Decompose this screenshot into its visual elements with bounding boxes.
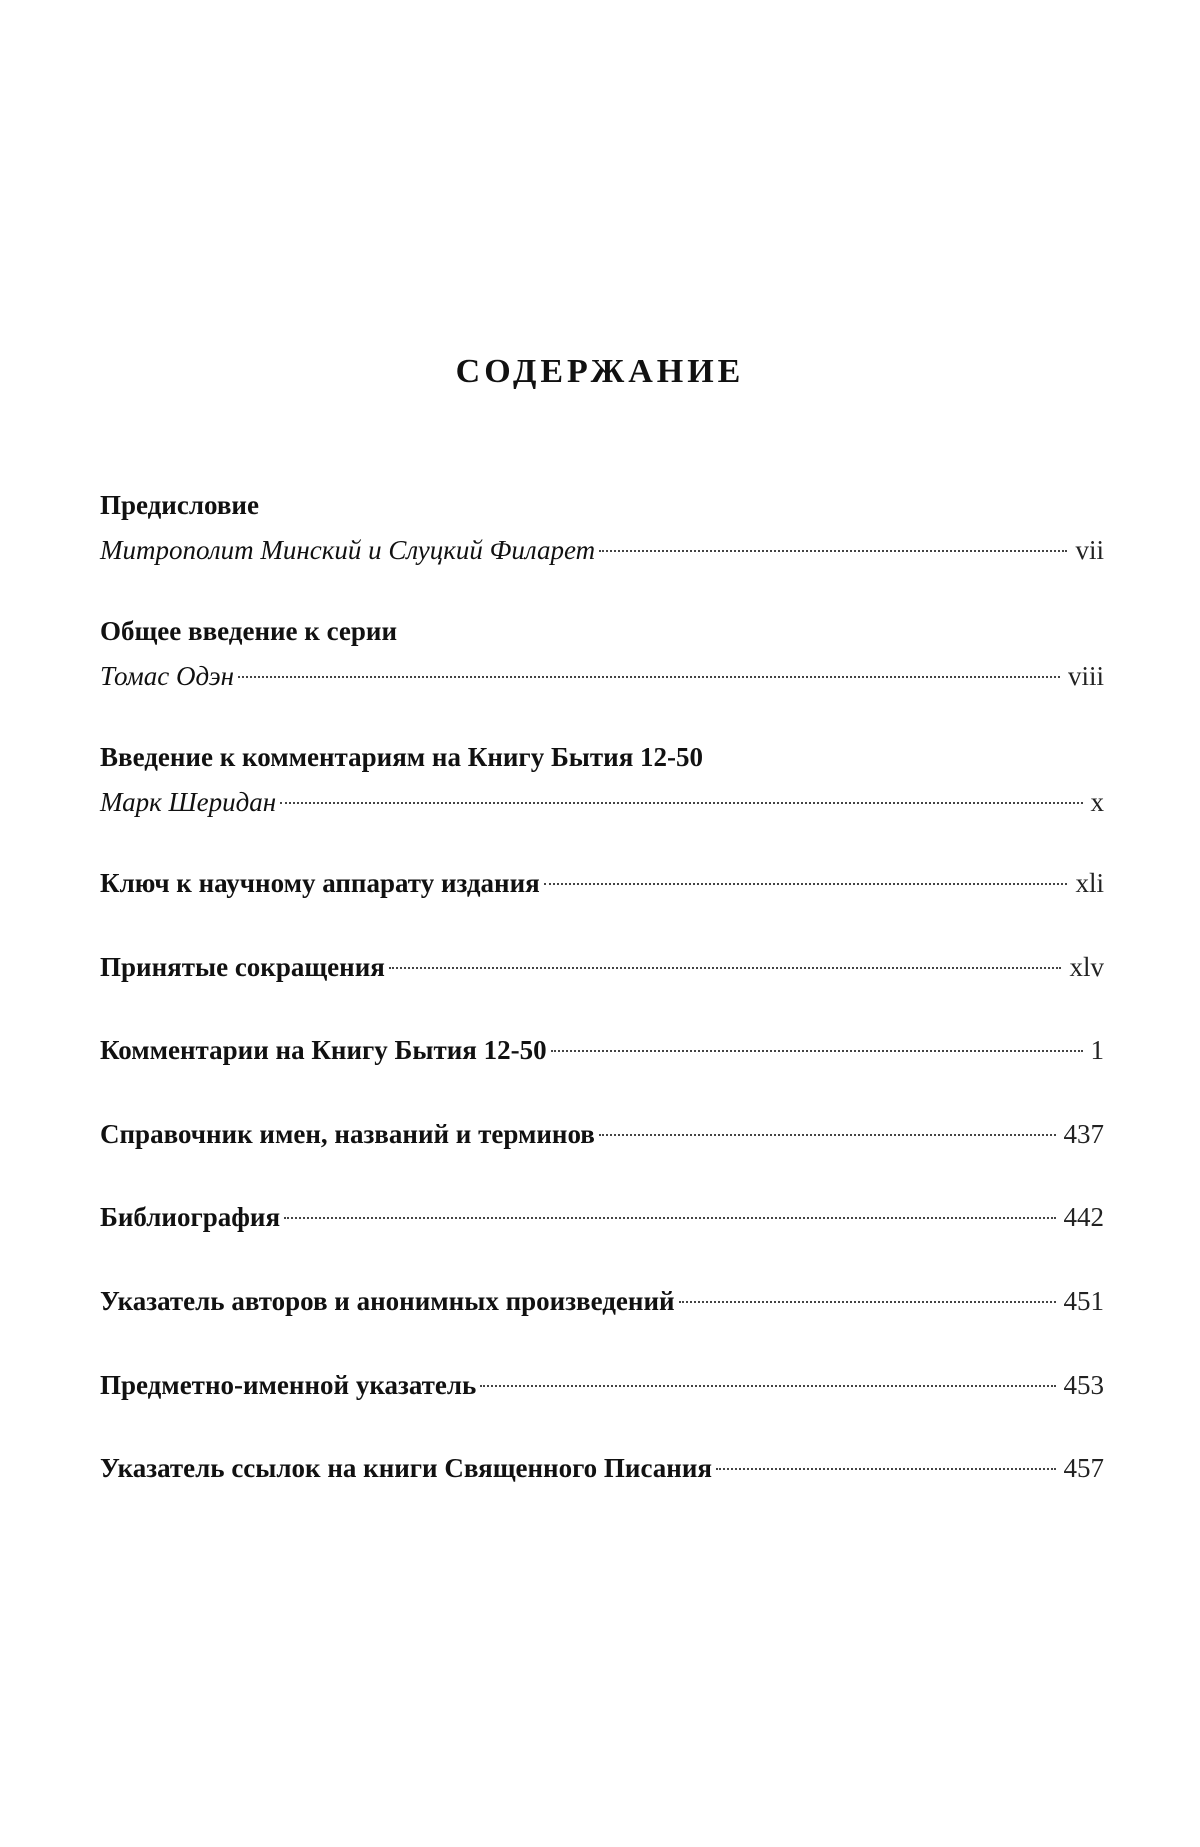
toc-entry-subject-index[interactable] bbox=[100, 1368, 1104, 1402]
toc-page-number: 437 bbox=[1063, 1119, 1104, 1149]
toc-entry-authors-index[interactable] bbox=[100, 1284, 1104, 1318]
toc-entry-apparatus-key[interactable] bbox=[100, 866, 1104, 900]
toc-entry-title: Ключ к научному аппарату издания bbox=[100, 868, 540, 898]
toc-page-number: xli bbox=[1075, 868, 1104, 898]
toc-entry-title: Принятые сокращения bbox=[100, 952, 385, 982]
toc-entry-title: Библиография bbox=[100, 1202, 281, 1232]
toc-entry-heading: Введение к комментариям на Книгу Бытия 12-50 bbox=[100, 742, 704, 772]
toc-page-number: 1 bbox=[1090, 1035, 1104, 1065]
toc-page-number: xlv bbox=[1069, 952, 1104, 982]
toc-entry-commentary[interactable] bbox=[100, 1033, 1104, 1067]
toc-entry-bibliography[interactable] bbox=[100, 1200, 1104, 1234]
dot-leader bbox=[716, 1468, 1055, 1470]
toc-entry-scripture-index[interactable] bbox=[100, 1451, 1104, 1485]
toc-page-number: 442 bbox=[1063, 1202, 1104, 1232]
toc-entry-series-introduction[interactable] bbox=[100, 614, 1104, 693]
toc-entry-commentary-introduction[interactable] bbox=[100, 740, 1104, 819]
toc-page-number: 457 bbox=[1063, 1453, 1104, 1483]
toc-entry-author: Митрополит Минский и Слуцкий Филарет bbox=[100, 535, 596, 565]
toc-entry-abbreviations[interactable] bbox=[100, 950, 1104, 984]
toc-page-number: 451 bbox=[1063, 1286, 1104, 1316]
toc-entry-names-reference[interactable] bbox=[100, 1117, 1104, 1151]
dot-leader bbox=[599, 1134, 1056, 1136]
dot-leader bbox=[284, 1217, 1055, 1219]
dot-leader bbox=[599, 550, 1067, 552]
toc-entry-title: Комментарии на Книгу Бытия 12-50 bbox=[100, 1035, 547, 1065]
toc-page-number: x bbox=[1090, 787, 1104, 817]
toc-entry-author: Томас Одэн bbox=[100, 661, 235, 691]
dot-leader bbox=[480, 1385, 1055, 1387]
dot-leader bbox=[551, 1050, 1083, 1052]
toc-page-number: viii bbox=[1067, 661, 1104, 691]
page-title: СОДЕРЖАНИЕ bbox=[455, 353, 745, 390]
toc-entry-author: Марк Шеридан bbox=[100, 787, 277, 817]
dot-leader bbox=[679, 1301, 1056, 1303]
toc-entry-heading: Общее введение к серии bbox=[100, 616, 398, 646]
toc-page-number: 453 bbox=[1063, 1370, 1104, 1400]
dot-leader bbox=[389, 967, 1062, 969]
dot-leader bbox=[238, 676, 1060, 678]
toc-entry-title: Указатель авторов и анонимных произведений bbox=[100, 1286, 675, 1316]
toc-entry-heading: Предисловие bbox=[100, 490, 259, 520]
toc-entry-title: Предметно-именной указатель bbox=[100, 1370, 477, 1400]
toc-entry-preface[interactable] bbox=[100, 488, 1104, 567]
dot-leader bbox=[280, 802, 1082, 804]
toc-entry-title: Указатель ссылок на книги Священного Писания bbox=[100, 1453, 713, 1483]
dot-leader bbox=[544, 883, 1068, 885]
toc-page-number: vii bbox=[1075, 535, 1104, 565]
toc-entry-title: Справочник имен, названий и терминов bbox=[100, 1119, 595, 1149]
